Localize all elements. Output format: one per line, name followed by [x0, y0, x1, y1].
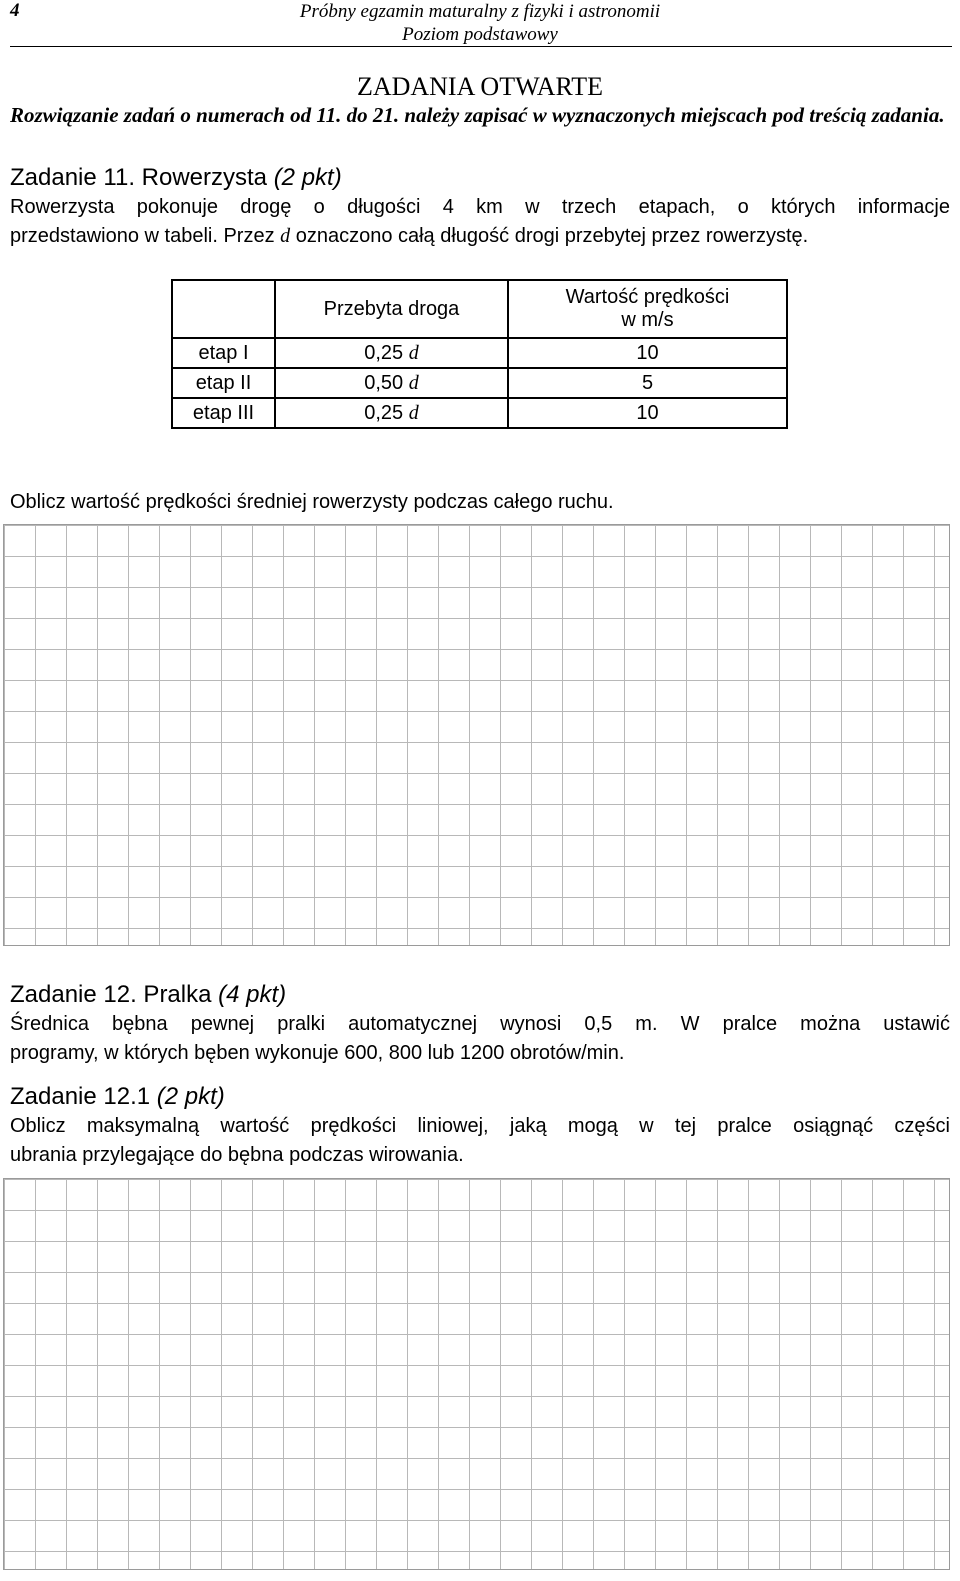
task-12-1-text	[10, 1112, 950, 1170]
task-11-text-part-a: przedstawiono w tabeli. Przez	[10, 225, 281, 247]
table-cell-speed: 10	[508, 338, 787, 368]
table-cell-distance	[275, 338, 508, 368]
task-11-points: (2 pkt)	[273, 164, 342, 191]
task-12-1-label: Zadanie 12.1	[10, 1083, 151, 1110]
task-12-heading	[10, 981, 286, 1009]
task-11-heading	[10, 164, 342, 192]
task-12-text-line-2: programy, w których bęben wykonuje 600, 800 lub 1200 obrotów/min.	[10, 1042, 625, 1064]
stages-table	[171, 279, 788, 429]
section-title: ZADANIA OTWARTE	[356, 72, 604, 101]
header-title: Próbny egzamin maturalny z fizyki i astronomii	[299, 1, 661, 22]
table-row	[172, 338, 787, 368]
task-12-1-answer-grid[interactable]	[3, 1178, 950, 1570]
task-12-1-points: (2 pkt)	[156, 1083, 225, 1110]
table-cell-stage: etap I	[172, 338, 275, 368]
table-header-speed-line-1: Wartość prędkości	[565, 286, 730, 308]
distance-symbol: d	[408, 341, 419, 364]
table-row	[172, 398, 787, 428]
section-instructions: Rozwiązanie zadań o numerach od 11. do 21. należy zapisać w wyznaczonych miejscach pod treścią zadania.	[10, 103, 945, 127]
distance-value: 0,50	[364, 371, 404, 394]
task-11-answer-grid[interactable]	[3, 524, 950, 946]
header-divider	[10, 46, 952, 47]
table-header-speed-line-2: w m/s	[621, 309, 674, 331]
table-header-distance: Przebyta droga	[275, 280, 508, 338]
distance-value: 0,25	[364, 401, 404, 424]
table-cell-stage: etap II	[172, 368, 275, 398]
task-11-text-line-2	[10, 222, 950, 251]
table-header-empty	[172, 280, 275, 338]
task-11-text-symbol-d: d	[280, 225, 291, 247]
task-12-text	[10, 1010, 950, 1068]
table-cell-speed: 5	[508, 368, 787, 398]
distance-symbol: d	[408, 401, 419, 424]
table-header-speed	[508, 280, 787, 338]
task-12-1-heading	[10, 1083, 225, 1111]
table-cell-distance	[275, 368, 508, 398]
table-row	[172, 368, 787, 398]
table-header-row	[172, 280, 787, 338]
header-subtitle: Poziom podstawowy	[402, 24, 558, 45]
distance-value: 0,25	[364, 341, 404, 364]
distance-symbol: d	[408, 371, 419, 394]
task-12-1-text-line-1: Oblicz maksymalną wartość prędkości liniowej, jaką mogą w tej pralce osiągnąć części	[10, 1115, 950, 1137]
table-cell-distance	[275, 398, 508, 428]
page-number: 4	[10, 0, 20, 21]
task-11-label: Zadanie 11. Rowerzysta	[10, 164, 268, 191]
task-12-points: (4 pkt)	[218, 981, 287, 1008]
task-11-question: Oblicz wartość prędkości średniej rowerzysty podczas całego ruchu.	[10, 491, 614, 513]
task-11-text-part-b: oznaczono całą długość drogi przebytej przez rowerzystę.	[290, 225, 809, 247]
task-11-text	[10, 193, 950, 251]
table-cell-speed: 10	[508, 398, 787, 428]
task-12-label: Zadanie 12. Pralka	[10, 981, 212, 1008]
task-11-text-line-1: Rowerzysta pokonuje drogę o długości 4 km w trzech etapach, o których informacje	[10, 196, 950, 218]
table-cell-stage: etap III	[172, 398, 275, 428]
task-12-text-line-1: Średnica bębna pewnej pralki automatycznej wynosi 0,5 m. W pralce można ustawić	[10, 1013, 950, 1035]
task-12-1-text-line-2: ubrania przylegające do bębna podczas wirowania.	[10, 1144, 464, 1166]
